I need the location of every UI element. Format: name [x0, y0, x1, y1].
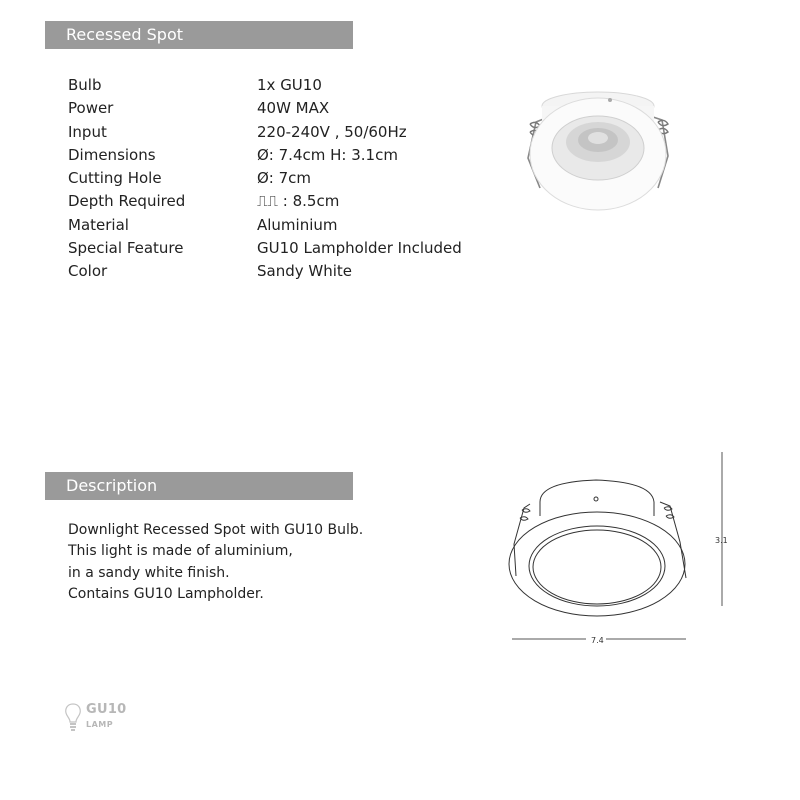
- specs-section-title: Recessed Spot: [45, 21, 353, 49]
- spec-row-cutting-hole: [68, 167, 488, 190]
- description-line: in a sandy white finish.: [68, 564, 230, 581]
- spec-value: 220-240V , 50/60Hz: [257, 122, 407, 141]
- lamp-label: LAMP: [86, 720, 114, 729]
- spec-value: GU10 Lampholder Included: [257, 239, 462, 258]
- bulb-icon: [64, 702, 82, 732]
- spec-label: Input: [68, 122, 107, 141]
- spec-label: Bulb: [68, 76, 102, 94]
- spec-row-depth-required: [68, 190, 488, 213]
- technical-drawing: [500, 446, 740, 656]
- spec-label: Material: [68, 215, 129, 234]
- spec-label: Power: [68, 99, 114, 118]
- spec-row-dimensions: [68, 144, 488, 167]
- lamp-type: GU10: [86, 702, 127, 717]
- spec-label: Depth Required: [68, 192, 186, 211]
- spec-label: Special Feature: [68, 239, 184, 258]
- spec-value: 1x GU10: [257, 76, 322, 94]
- spec-row-special-feature: [68, 237, 488, 260]
- spec-value: Ø: 7cm: [257, 169, 312, 188]
- width-dimension-label: 7.4: [591, 636, 604, 645]
- spec-row-power: [68, 97, 488, 120]
- product-photo: [518, 88, 678, 218]
- description-line: Downlight Recessed Spot with GU10 Bulb.: [68, 522, 364, 538]
- description-section-title: Description: [45, 472, 353, 500]
- height-dimension-label: 3.1: [715, 536, 728, 545]
- spec-label: Color: [68, 262, 108, 281]
- spec-row-input: [68, 121, 488, 144]
- spec-value: 40W MAX: [257, 99, 330, 118]
- spec-row-bulb: [68, 74, 488, 97]
- description-line: This light is made of aluminium,: [68, 543, 293, 560]
- description-line: Contains GU10 Lampholder.: [68, 585, 264, 602]
- spec-value: Ø: 7.4cm H: 3.1cm: [257, 145, 398, 164]
- description-text: [68, 520, 363, 605]
- spec-label: Dimensions: [68, 145, 156, 164]
- spec-value: Sandy White: [257, 262, 353, 281]
- lamp-badge: [64, 702, 134, 738]
- spec-value: Aluminium: [257, 215, 338, 234]
- spec-value: ⎍⎍ : 8.5cm: [257, 192, 340, 211]
- spec-table: [68, 74, 488, 284]
- spec-label: Cutting Hole: [68, 169, 162, 188]
- spec-row-color: [68, 260, 488, 283]
- spec-row-material: [68, 214, 488, 237]
